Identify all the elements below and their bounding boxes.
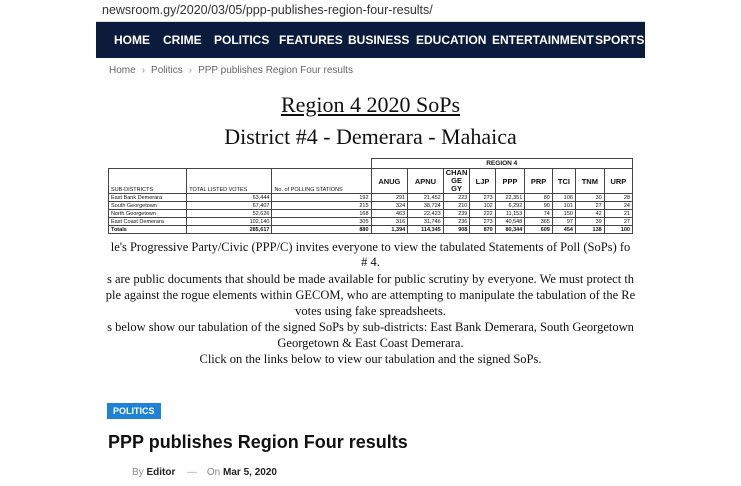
column-header: APNU bbox=[408, 169, 444, 194]
category-tag[interactable]: POLITICS bbox=[107, 403, 161, 419]
address-bar[interactable] bbox=[96, 0, 645, 22]
nav-item-sports[interactable]: SPORTS bbox=[595, 33, 645, 47]
column-header: SUB-DISTRICTS bbox=[109, 169, 187, 194]
document-paragraph-line: s below show our tabulation of the signed SoPs by sub-districts: East Bank Demerara, South Georgetown bbox=[107, 320, 634, 334]
document-paragraph-line: # 4. bbox=[361, 255, 380, 269]
featured-image bbox=[96, 88, 645, 368]
nav-item-politics[interactable]: POLITICS bbox=[214, 33, 270, 47]
document-paragraph-line: ple against the rogue elements within GECOM, who are attempting to manipulate the tabulation of the Re bbox=[105, 288, 636, 302]
publish-date: Mar 5, 2020 bbox=[223, 467, 277, 478]
document-paragraph-line: Click on the links below to view our tabulation and the signed SoPs. bbox=[199, 352, 542, 366]
document-subtitle: District #4 - Demerara - Mahaica bbox=[224, 124, 517, 149]
main-nav bbox=[96, 22, 645, 58]
document-title: Region 4 2020 SoPs bbox=[280, 92, 461, 117]
breadcrumb-current: PPP publishes Region Four results bbox=[198, 65, 353, 76]
results-table bbox=[108, 158, 633, 234]
nav-item-home[interactable]: HOME bbox=[114, 33, 150, 47]
breadcrumb-home[interactable]: Home bbox=[109, 65, 136, 76]
column-header: TOTAL LISTED VOTES bbox=[187, 169, 272, 194]
column-header: ANUG bbox=[371, 169, 408, 194]
article-headline: PPP publishes Region Four results bbox=[108, 432, 408, 452]
document-paragraph-line: Georgetown & East Coast Demerara. bbox=[277, 336, 464, 350]
table-row: East Bank Demerara 63,444 192 291 21,452 223 273 22,351 80 106 30 28 bbox=[109, 194, 633, 202]
chevron-right-icon: › bbox=[188, 65, 193, 76]
table-header-row bbox=[109, 169, 633, 194]
column-header: URP bbox=[604, 169, 632, 194]
author-link[interactable]: Editor bbox=[146, 467, 176, 478]
table-total-row: Totals 285,617 880 1,394 114,345 908 870 80,344 609 454 138 100 bbox=[109, 226, 633, 234]
region-label: REGION 4 bbox=[371, 159, 632, 169]
nav-item-entertainment[interactable]: ENTERTAINMENT bbox=[492, 33, 594, 47]
table-row: South Georgetown 67,407 215 324 38,724 210 102 6,292 90 101 27 24 bbox=[109, 202, 633, 210]
column-header: PPP bbox=[495, 169, 525, 194]
document-paragraph-line: le's Progressive Party/Civic (PPP/C) invites everyone to view the tabulated Statements of Poll (SoPs) fo bbox=[110, 240, 631, 254]
nav-item-business[interactable]: BUSINESS bbox=[348, 33, 410, 47]
url-text[interactable]: newsroom.gy/2020/03/05/ppp-publishes-region-four-results/ bbox=[102, 3, 433, 17]
document-paragraph-line: s are public documents that should be made available for public scrutiny by everyone. We must protect th bbox=[106, 272, 635, 286]
column-header: PRP bbox=[525, 169, 553, 194]
table-row: North Georgetown 52,626 168 463 22,423 239 222 11,153 74 150 42 21 bbox=[109, 210, 633, 218]
column-header: No. of POLLING STATIONS bbox=[272, 169, 371, 194]
column-header: TCI bbox=[552, 169, 575, 194]
chevron-right-icon: › bbox=[141, 65, 146, 76]
nav-item-crime[interactable]: CRIME bbox=[163, 33, 202, 47]
meta-separator: — bbox=[187, 467, 198, 478]
article-meta bbox=[132, 467, 277, 478]
document-paragraph-line: votes using fake spreadsheets. bbox=[295, 304, 446, 318]
table-row: East Coast Demerara 102,140 305 316 31,746 236 273 40,548 365 97 39 27 bbox=[109, 218, 633, 226]
column-header: TNM bbox=[575, 169, 604, 194]
column-header: CHAN GE GY bbox=[443, 169, 470, 194]
nav-item-education[interactable]: EDUCATION bbox=[416, 33, 487, 47]
on-label: On bbox=[206, 467, 221, 478]
column-header: LJP bbox=[470, 169, 495, 194]
nav-item-features[interactable]: FEATURES bbox=[279, 33, 343, 47]
by-label: By bbox=[132, 467, 144, 478]
breadcrumb-politics[interactable]: Politics bbox=[151, 65, 183, 76]
breadcrumb bbox=[109, 65, 353, 76]
